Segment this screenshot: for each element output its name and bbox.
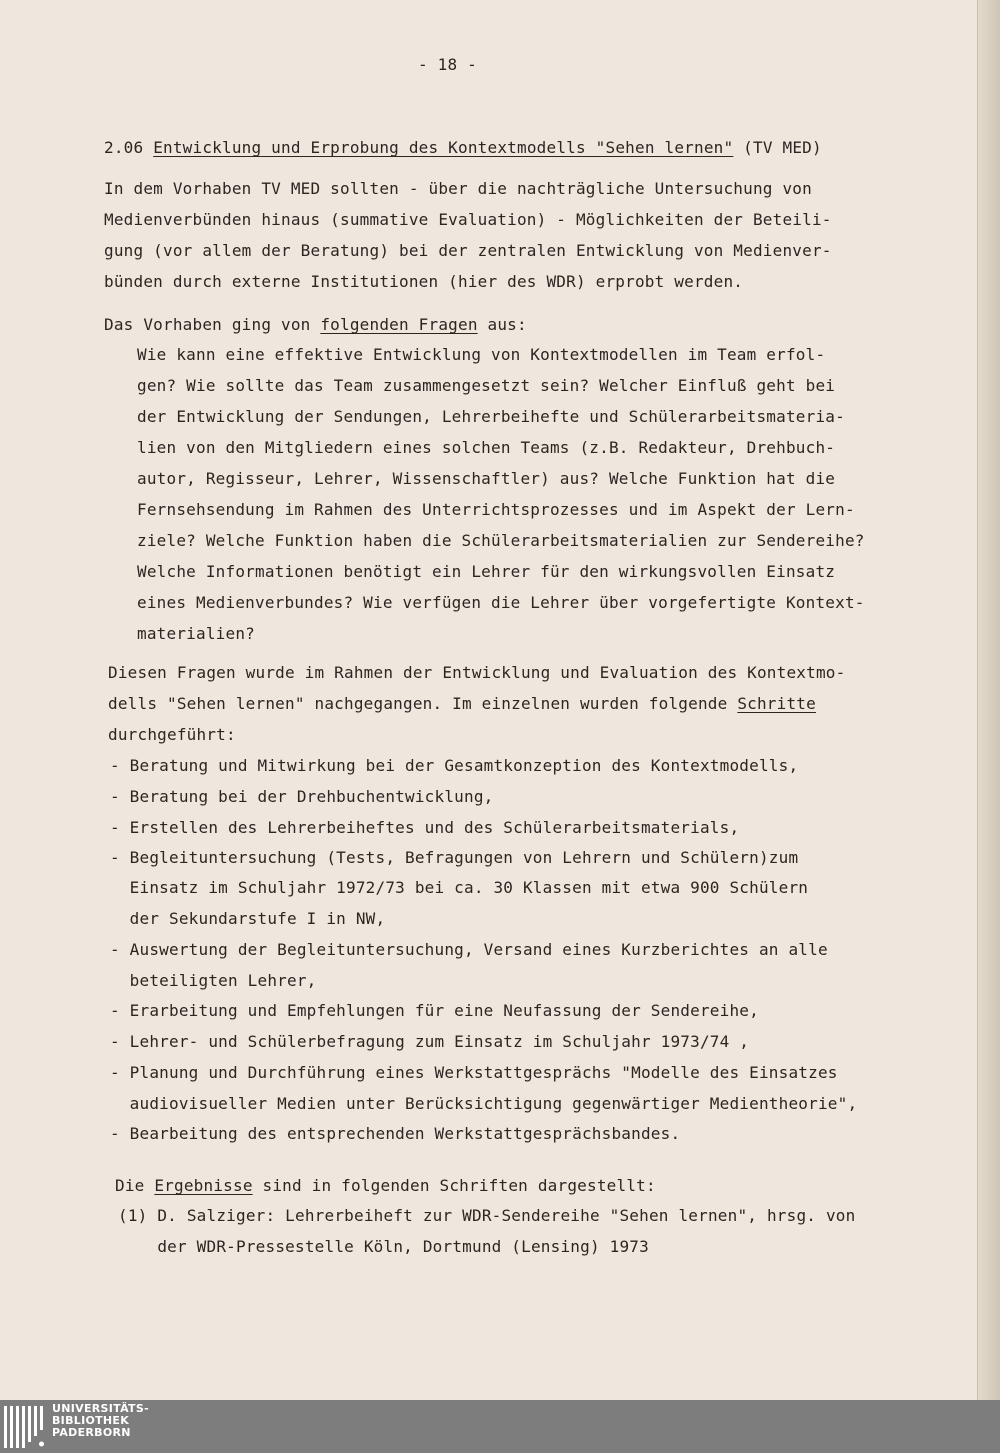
result-line: der WDR-Pressestelle Köln, Dortmund (Lensing) 1973 bbox=[118, 1237, 649, 1256]
question-line: Welche Informationen benötigt ein Lehrer für den wirkungsvollen Einsatz bbox=[137, 562, 836, 581]
results-intro bbox=[115, 1176, 656, 1195]
question-line: eines Medienverbundes? Wie verfügen die Lehrer über vorgefertigte Kontext- bbox=[137, 593, 865, 612]
steps-intro-text: dells "Sehen lernen" nachgegangen. Im einzelnen wurden folgende bbox=[108, 694, 738, 713]
step-line: - Beratung bei der Drehbuchentwicklung, bbox=[110, 787, 494, 806]
logo-line: PADERBORN bbox=[52, 1426, 131, 1439]
library-logo-text bbox=[52, 1403, 149, 1439]
question-line: gen? Wie sollte das Team zusammengesetzt sein? Welcher Einfluß geht bei bbox=[137, 376, 836, 395]
section-title: Entwicklung und Erprobung des Kontextmodells "Sehen lernen" bbox=[153, 138, 734, 157]
intro-line: In dem Vorhaben TV MED sollten - über die nachträgliche Untersuchung von bbox=[104, 179, 812, 198]
step-line: - Planung und Durchführung eines Werkstattgesprächs "Modelle des Einsatzes bbox=[110, 1063, 838, 1082]
steps-intro-line bbox=[108, 694, 816, 713]
results-intro-text-end: sind in folgenden Schriften dargestellt: bbox=[252, 1176, 656, 1195]
logo-line: BIBLIOTHEK bbox=[52, 1414, 130, 1427]
result-line: (1) D. Salziger: Lehrerbeiheft zur WDR-Sendereihe "Sehen lernen", hrsg. von bbox=[118, 1206, 856, 1225]
step-line: - Begleituntersuchung (Tests, Befragungen von Lehrern und Schülern)zum bbox=[110, 848, 799, 867]
step-line: der Sekundarstufe I in NW, bbox=[110, 909, 386, 928]
library-logo-icon bbox=[4, 1404, 46, 1450]
question-line: Wie kann eine effektive Entwicklung von Kontextmodellen im Team erfol- bbox=[137, 345, 826, 364]
question-line: lien von den Mitgliedern eines solchen Teams (z.B. Redakteur, Drehbuch- bbox=[137, 438, 836, 457]
questions-intro bbox=[104, 315, 527, 334]
question-line: materialien? bbox=[137, 624, 255, 643]
section-number: 2.06 bbox=[104, 138, 144, 157]
logo-line: UNIVERSITÄTS- bbox=[52, 1402, 149, 1415]
steps-intro-line: durchgeführt: bbox=[108, 725, 236, 744]
step-line: Einsatz im Schuljahr 1972/73 bei ca. 30 Klassen mit etwa 900 Schülern bbox=[110, 878, 809, 897]
step-line: - Lehrer- und Schülerbefragung zum Einsatz im Schuljahr 1973/74 , bbox=[110, 1032, 750, 1051]
step-line: - Auswertung der Begleituntersuchung, Versand eines Kurzberichtes an alle bbox=[110, 940, 828, 959]
intro-line: gung (vor allem der Beratung) bei der zentralen Entwicklung von Medienver- bbox=[104, 241, 832, 260]
section-heading bbox=[104, 138, 822, 157]
question-line: ziele? Welche Funktion haben die Schülerarbeitsmaterialien zur Sendereihe? bbox=[137, 531, 865, 550]
steps-intro-line: Diesen Fragen wurde im Rahmen der Entwicklung und Evaluation des Kontextmo- bbox=[108, 663, 846, 682]
page-number: - 18 - bbox=[418, 55, 477, 74]
page-edge bbox=[977, 0, 1000, 1400]
question-line: autor, Regisseur, Lehrer, Wissenschaftler) aus? Welche Funktion hat die bbox=[137, 469, 836, 488]
section-suffix: (TV MED) bbox=[743, 138, 822, 157]
questions-intro-text: Das Vorhaben ging von bbox=[104, 315, 321, 334]
step-line: - Erarbeitung und Empfehlungen für eine Neufassung der Sendereihe, bbox=[110, 1001, 759, 1020]
intro-line: Medienverbünden hinaus (summative Evaluation) - Möglichkeiten der Beteili- bbox=[104, 210, 832, 229]
step-line: - Bearbeitung des entsprechenden Werkstattgesprächsbandes. bbox=[110, 1124, 681, 1143]
step-line: beteiligten Lehrer, bbox=[110, 971, 317, 990]
intro-line: bünden durch externe Institutionen (hier des WDR) erprobt werden. bbox=[104, 272, 744, 291]
step-line: - Beratung und Mitwirkung bei der Gesamtkonzeption des Kontextmodells, bbox=[110, 756, 799, 775]
steps-intro-underlined: Schritte bbox=[737, 694, 816, 713]
question-line: Fernsehsendung im Rahmen des Unterrichtsprozesses und im Aspekt der Lern- bbox=[137, 500, 855, 519]
question-line: der Entwicklung der Sendungen, Lehrerbeihefte und Schülerarbeitsmateria- bbox=[137, 407, 845, 426]
results-intro-text: Die bbox=[115, 1176, 155, 1195]
questions-intro-text-end: aus: bbox=[477, 315, 527, 334]
footer-bar bbox=[0, 1400, 1000, 1453]
questions-intro-underlined: folgenden Fragen bbox=[320, 315, 478, 334]
step-line: audiovisueller Medien unter Berücksichtigung gegenwärtiger Medientheorie", bbox=[110, 1094, 858, 1113]
step-line: - Erstellen des Lehrerbeiheftes und des Schülerarbeitsmaterials, bbox=[110, 818, 740, 837]
results-intro-underlined: Ergebnisse bbox=[154, 1176, 253, 1195]
